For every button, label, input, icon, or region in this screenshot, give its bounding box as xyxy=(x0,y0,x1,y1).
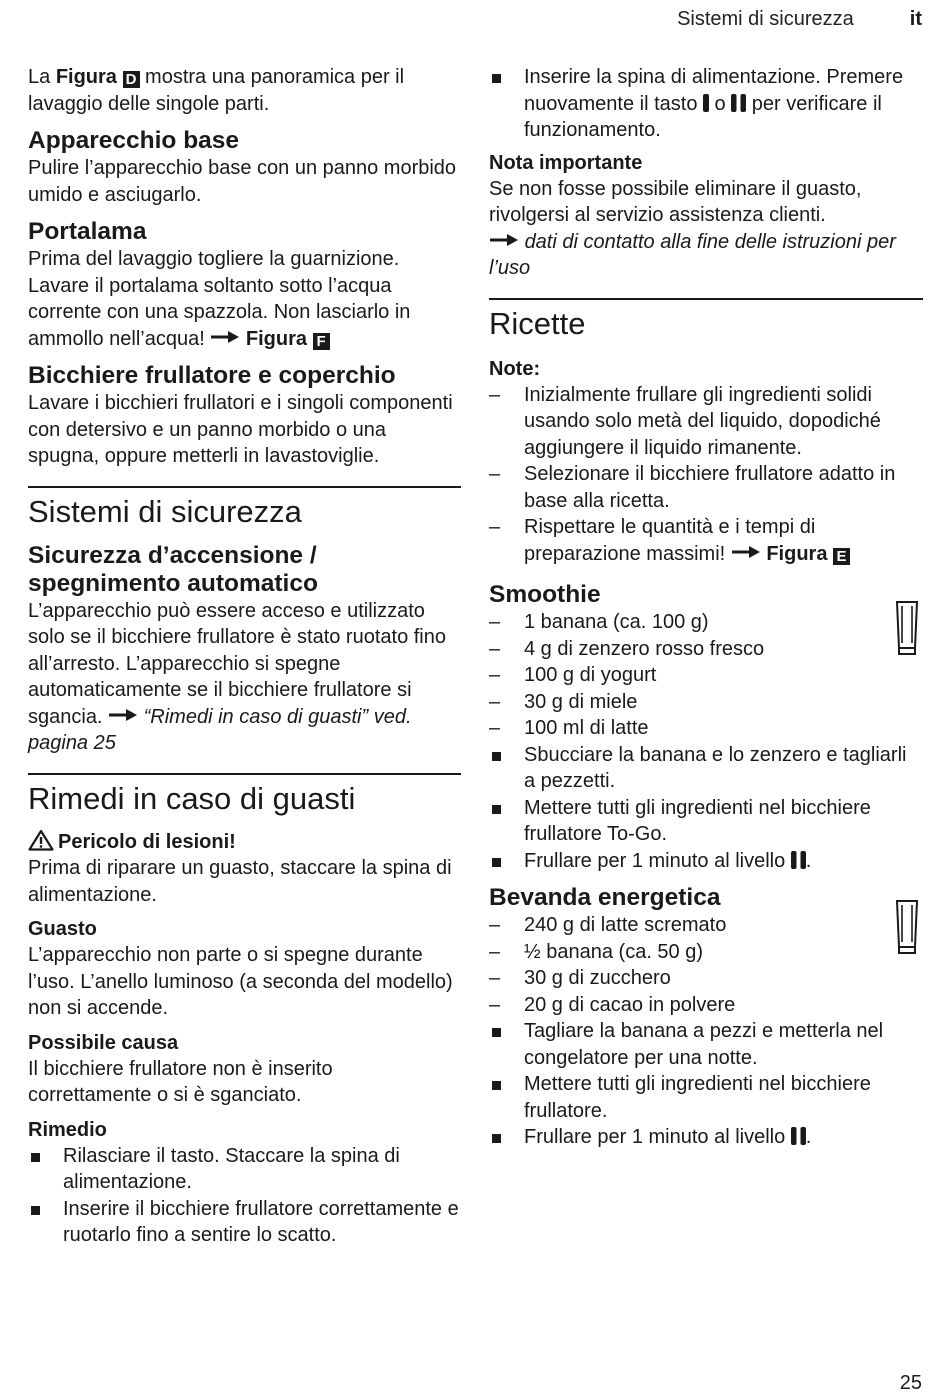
chapter-heading-troubleshooting: Rimedi in caso di guasti xyxy=(28,780,356,816)
arrow-right-icon xyxy=(489,233,519,247)
fault-paragraph: L’apparecchio non parte o si spegne durante l’uso. L’anello luminoso (a seconda del modello) non si accende. xyxy=(28,944,453,1019)
ingredients-list xyxy=(489,912,923,1018)
list-item: Frullare per 1 minuto al livello . xyxy=(489,848,923,875)
remedy-steps-continued xyxy=(489,64,923,144)
figure-ref-word: Figura xyxy=(245,327,308,350)
header-section-title: Sistemi di sicurezza xyxy=(677,8,854,30)
figure-letter-badge: D xyxy=(123,71,140,88)
steps-list xyxy=(489,742,923,875)
notes-list xyxy=(489,382,923,568)
step-text: Inserire la spina di alimentazione. Premere nuovamente il tasto xyxy=(524,66,904,115)
list-item: – 1 banana (ca. 100 g) xyxy=(489,609,923,636)
safety-text: L’apparecchio può essere acceso e utilizzato solo se il bicchiere frullatore è stato ruotato fino all’arresto. L’apparecchio si spegne automaticamente se il bicchiere frullatore si sgancia. xyxy=(28,599,446,728)
recipe-smoothie xyxy=(489,581,923,874)
figure-letter-badge: F xyxy=(313,333,330,350)
list-item: – 4 g di zenzero rosso fresco xyxy=(489,636,923,663)
list-item: Sbucciare la banana e lo zenzero e tagliarli a pezzetti. xyxy=(489,742,923,795)
list-item xyxy=(489,514,923,567)
chapter-heading-safety: Sistemi di sicurezza xyxy=(28,493,302,529)
holder-text: Prima del lavaggio togliere la guarnizione. Lavare il portalama soltanto sotto l’acqua corrente con una spazzola. Non lasciarlo in ammollo nell’acqua! xyxy=(28,248,411,350)
step-text: Frullare per 1 minuto al livello xyxy=(524,1126,791,1148)
important-note-paragraph: Se non fosse possibile eliminare il guasto, rivolgersi al servizio assistenza clienti. xyxy=(489,177,862,226)
list-item: Mettere tutti gli ingredienti nel bicchiere frullatore. xyxy=(489,1071,923,1124)
warning-triangle-icon xyxy=(28,829,54,851)
danger-paragraph: Prima di riparare un guasto, staccare la spina di alimentazione. xyxy=(28,857,452,906)
ingredients-list xyxy=(489,609,923,742)
arrow-right-icon xyxy=(731,545,761,559)
header-language-code: it xyxy=(909,8,922,30)
list-item: Rilasciare il tasto. Staccare la spina di alimentazione. xyxy=(28,1143,461,1196)
label-notes: Note: xyxy=(489,357,541,380)
list-item: – 100 g di yogurt xyxy=(489,662,923,689)
holder-paragraph xyxy=(28,246,461,352)
step-text-or: o xyxy=(709,92,732,115)
section-heading-base: Apparecchio base xyxy=(28,127,240,154)
list-item: – 20 g di cacao in polvere xyxy=(489,992,923,1019)
base-paragraph: Pulire l’apparecchio base con un panno morbido umido e asciugarlo. xyxy=(28,157,457,206)
list-item: – 240 g di latte scremato xyxy=(489,912,923,939)
danger-title: Pericolo di lesioni! xyxy=(58,830,236,853)
left-column xyxy=(28,64,461,1249)
level-2-icon xyxy=(791,851,806,869)
page-header xyxy=(677,8,922,31)
cause-paragraph: Il bicchiere frullatore non è inserito correttamente o si è sganciato. xyxy=(28,1057,333,1106)
page-number: 25 xyxy=(899,1372,922,1394)
cross-reference: “Rimedi in caso di guasti” ved. pagina 25 xyxy=(28,705,412,754)
list-item: Mettere tutti gli ingredienti nel bicchiere frullatore To-Go. xyxy=(489,795,923,848)
intro-text-start: La xyxy=(28,66,56,88)
level-2-icon xyxy=(731,94,746,112)
list-item: – Selezionare il bicchiere frullatore adatto in base alla ricetta. xyxy=(489,461,923,514)
list-item: – Inizialmente frullare gli ingredienti solidi usando solo metà del liquido, dopodiché aggiungere il liquido rimanente. xyxy=(489,382,923,462)
section-heading-holder: Portalama xyxy=(28,218,147,245)
list-item: Frullare per 1 minuto al livello . xyxy=(489,1124,923,1151)
list-item: – 30 g di miele xyxy=(489,689,923,716)
recipe-title-smoothie: Smoothie xyxy=(489,581,601,608)
recipe-title-energy-drink: Bevanda energetica xyxy=(489,884,721,911)
list-item: Tagliare la banana a pezzi e metterla nel congelatore per una notte. xyxy=(489,1018,923,1071)
remedy-steps xyxy=(28,1143,461,1249)
recipe-energy-drink xyxy=(489,884,923,1151)
arrow-right-icon xyxy=(210,330,240,344)
label-fault: Guasto xyxy=(28,918,97,940)
note-text: Rispettare le quantità e i tempi di preparazione massimi! xyxy=(524,516,816,565)
list-item: Inserire il bicchiere frullatore correttamente e ruotarlo fino a sentire lo scatto. xyxy=(28,1196,461,1249)
danger-warning xyxy=(28,829,461,856)
chapter-heading-recipes: Ricette xyxy=(489,305,586,341)
step-text: Frullare per 1 minuto al livello xyxy=(524,849,791,872)
list-item xyxy=(489,64,923,144)
figure-ref-word: Figura xyxy=(55,66,117,88)
list-item: – 100 ml di latte xyxy=(489,715,923,742)
steps-list xyxy=(489,1018,923,1151)
section-heading-cups: Bicchiere frullatore e coperchio xyxy=(28,362,396,389)
contact-reference-text: dati di contatto alla fine delle istruzioni per l’uso xyxy=(489,230,896,279)
level-2-icon xyxy=(791,1127,806,1145)
figure-ref-word: Figura xyxy=(766,542,828,565)
contact-reference xyxy=(489,229,923,282)
list-item: – 30 g di zucchero xyxy=(489,965,923,992)
section-heading-auto-off: Sicurezza d’accensione / spegnimento automatico xyxy=(28,541,318,597)
label-cause: Possibile causa xyxy=(28,1031,179,1054)
label-important-note: Nota importante xyxy=(489,151,643,174)
intro-text-end: mostra una panoramica per il lavaggio delle singole parti. xyxy=(28,66,405,115)
label-remedy: Rimedio xyxy=(28,1118,107,1141)
right-column xyxy=(489,64,923,1151)
safety-paragraph xyxy=(28,598,461,757)
figure-letter-badge: E xyxy=(833,548,850,565)
arrow-right-icon xyxy=(108,708,138,722)
step-text-end: per verificare il funzionamento. xyxy=(524,92,882,141)
list-item: – ½ banana (ca. 50 g) xyxy=(489,939,923,966)
cups-paragraph: Lavare i bicchieri frullatori e i singoli componenti con detersivo e un panno morbido o una spugna, oppure metterli in lavastoviglie. xyxy=(28,392,453,467)
intro-paragraph xyxy=(28,64,461,117)
